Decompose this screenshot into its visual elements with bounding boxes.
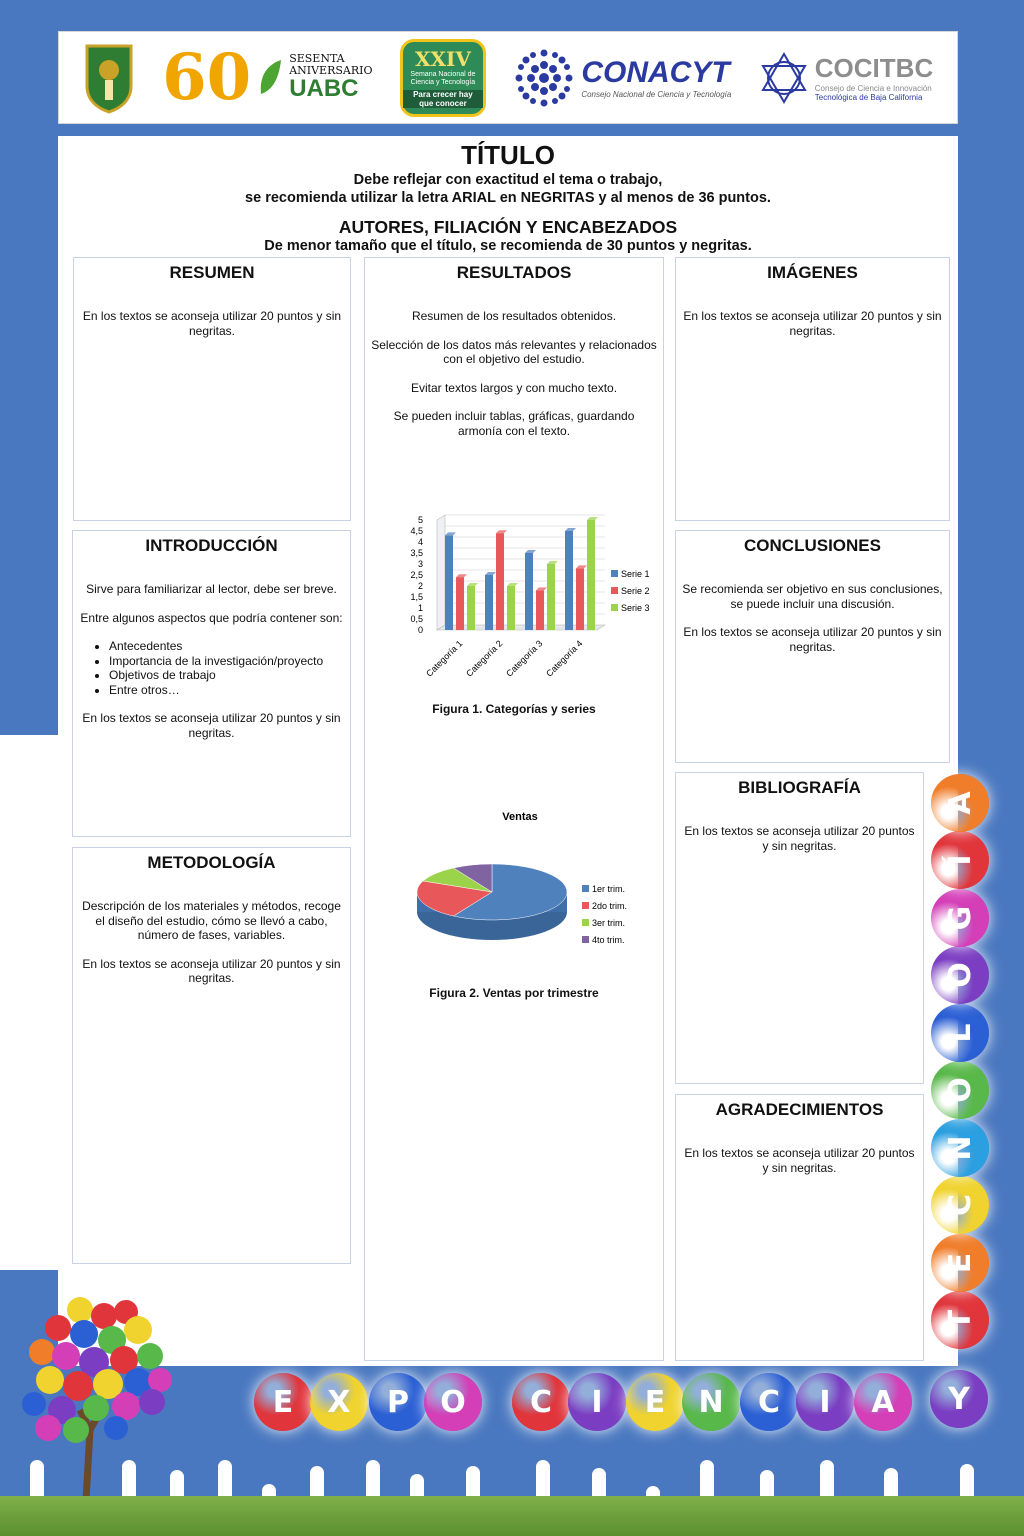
semana-nacional-logo [400, 39, 486, 117]
logo-text: CONACYT [581, 56, 730, 89]
list-item: • Importancia de la investigación/proyecto [109, 654, 344, 669]
balloon-tree-icon [20, 1290, 180, 1500]
bar [536, 590, 544, 630]
intro-list [109, 639, 344, 697]
bar [485, 575, 493, 630]
logo-text: Consejo Nacional de Ciencia y Tecnología [581, 90, 732, 99]
logo-text: COCITBC [814, 53, 934, 83]
leaf-icon [257, 58, 283, 98]
legend-label: Serie 2 [621, 586, 650, 596]
section-heading: RESULTADOS [456, 263, 572, 282]
y-tick-label: 0,5 [410, 614, 423, 624]
legend-swatch [582, 885, 589, 892]
x-tick-label: Categoría 3 [504, 638, 545, 679]
x-tick-label: Categoría 4 [544, 638, 585, 679]
balloon-letter: C [931, 1176, 989, 1234]
chart-side-wall [437, 515, 445, 630]
balloon-letter: I [568, 1373, 626, 1431]
balloon-letter: X [310, 1373, 368, 1431]
bar [445, 535, 453, 630]
logo-text: Consejo de Ciencia e Innovación [814, 84, 932, 93]
logo-bar [58, 31, 958, 124]
balloon-letter: E [626, 1373, 684, 1431]
bar-top [565, 528, 576, 531]
logo-text: XXIV [414, 47, 471, 71]
bar [587, 520, 595, 630]
section-text: Se recomienda ser objetivo en sus conclusiones, se puede incluir una discusión. [682, 582, 943, 611]
balloon-letter: I [796, 1373, 854, 1431]
bar-top [576, 565, 587, 568]
bar-top [525, 550, 536, 553]
y-tick-label: 1 [417, 603, 423, 613]
bar-top [496, 530, 507, 533]
x-tick-label: Categoría 1 [424, 638, 465, 679]
legend-label: Serie 3 [621, 603, 650, 613]
section-bibliografia [675, 772, 924, 1084]
balloon-letter: N [931, 1119, 989, 1177]
legend-label: 4to trim. [592, 935, 625, 945]
logo-text: Semana Nacional de Ciencia y Tecnología [410, 71, 476, 86]
section-text: Entre algunos aspectos que podría contener son: [80, 610, 343, 625]
bar-top [445, 532, 456, 535]
balloon-letter: Y [930, 1370, 988, 1428]
cocitbc-logo [759, 50, 933, 106]
title-block [58, 140, 958, 254]
section-text: Sirve para familiarizar al lector, debe ser breve. [86, 582, 337, 596]
balloon-letter: C [740, 1373, 798, 1431]
bar [456, 577, 464, 630]
legend-label: 2do trim. [592, 901, 628, 911]
page-title: TÍTULO [461, 140, 555, 170]
sixty-numeral: 60 [162, 39, 252, 115]
section-text: En los textos se aconseja utilizar 20 puntos y sin negritas. [82, 956, 341, 985]
balloon-letter: A [854, 1373, 912, 1431]
y-tick-label: 1,5 [410, 592, 423, 602]
balloon-letter: G [931, 889, 989, 947]
section-heading: AGRADECIMIENTOS [715, 1100, 884, 1119]
section-heading: IMÁGENES [767, 263, 858, 282]
figure-1-caption: Figura 1. Categorías y series [432, 702, 596, 716]
section-agradecimientos [675, 1094, 924, 1361]
bar-chart [395, 505, 660, 690]
section-metodologia [72, 847, 351, 1264]
section-text: En los textos se aconseja utilizar 20 puntos y sin negritas. [82, 711, 341, 740]
title-note-1: Debe reflejar con exactitud el tema o trabajo, [353, 172, 663, 188]
bar [576, 568, 584, 630]
balloon-letter: P [369, 1373, 427, 1431]
sesenta-aniversario-logo [162, 39, 373, 115]
balloon-letter: C [512, 1373, 570, 1431]
legend-swatch [582, 936, 589, 943]
balloon-letter: O [931, 1061, 989, 1119]
knot-icon [759, 50, 809, 106]
logo-text: SESENTA [289, 52, 345, 66]
section-heading: CONCLUSIONES [744, 536, 881, 555]
figure-2-caption: Figura 2. Ventas por trimestre [429, 986, 599, 1000]
section-text: Selección de los datos más relevantes y relacionados con el objetivo del estudio. [371, 337, 657, 366]
section-text: Se pueden incluir tablas, gráficas, guardando armonía con el texto. [393, 409, 635, 438]
y-tick-label: 4,5 [410, 526, 423, 536]
grass-strip [0, 1496, 1024, 1536]
bar [565, 531, 573, 630]
y-tick-label: 3,5 [410, 548, 423, 558]
section-resumen [73, 257, 351, 521]
balloon-tree [20, 1290, 180, 1500]
bar-top [507, 583, 518, 586]
bar-top [456, 574, 467, 577]
legend-swatch [611, 587, 618, 594]
legend-swatch [582, 919, 589, 926]
bar-top [485, 572, 496, 575]
section-text: Resumen de los resultados obtenidos. [411, 309, 617, 323]
logo-text: UABC [289, 75, 359, 103]
legend-label: 1er trim. [592, 884, 626, 894]
balloon-letter: N [682, 1373, 740, 1431]
section-heading: BIBLIOGRAFÍA [738, 778, 861, 797]
legend-swatch [611, 570, 618, 577]
balloon-letter: O [424, 1373, 482, 1431]
balloon-letter: Í [931, 831, 989, 889]
uabc-shield-icon [83, 42, 135, 114]
bar-top [467, 583, 478, 586]
authors-heading: AUTORES, FILIACIÓN Y ENCABEZADOS [338, 217, 678, 237]
logo-text: Para crecer hay que conocer [403, 90, 483, 108]
y-tick-label: 5 [417, 515, 423, 525]
logo-text: Tecnológica de Baja California [814, 93, 923, 102]
section-text: En los textos se aconseja utilizar 20 puntos y sin negritas. [82, 309, 342, 338]
section-text: En los textos se aconseja utilizar 20 puntos y sin negritas. [683, 309, 942, 338]
bar-top [536, 587, 547, 590]
y-tick-label: 4 [417, 537, 423, 547]
bar-top [587, 517, 598, 520]
legend-swatch [582, 902, 589, 909]
bar [467, 586, 475, 630]
balloon-letter: T [931, 1291, 989, 1349]
conacyt-logo [513, 47, 731, 109]
section-heading: RESUMEN [169, 263, 255, 282]
bar [547, 564, 555, 630]
list-item: • Objetivos de trabajo [109, 668, 344, 683]
section-text: En los textos se aconseja utilizar 20 puntos y sin negritas. [684, 824, 915, 853]
section-text: En los textos se aconseja utilizar 20 puntos y sin negritas. [683, 625, 942, 654]
authors-note: De menor tamaño que el título, se recomienda de 30 puntos y negritas. [264, 238, 752, 254]
legend-swatch [611, 604, 618, 611]
legend-label: 3er trim. [592, 918, 626, 928]
bar [496, 533, 504, 630]
section-heading: INTRODUCCIÓN [145, 536, 278, 555]
section-introduccion [72, 530, 351, 837]
y-tick-label: 2,5 [410, 570, 423, 580]
y-tick-label: 2 [417, 581, 423, 591]
pie-chart [400, 800, 660, 965]
balloon-letter: L [931, 1004, 989, 1062]
x-tick-label: Categoría 2 [464, 638, 505, 679]
logo-text: ANIVERSARIO [289, 63, 373, 77]
bar [507, 586, 515, 630]
y-tick-label: 0 [417, 625, 423, 635]
bar [525, 553, 533, 630]
section-heading: METODOLOGÍA [147, 853, 276, 872]
section-text: Evitar textos largos y con mucho texto. [410, 380, 618, 395]
balloon-letter: E [254, 1373, 312, 1431]
balloon-letter: E [931, 1234, 989, 1292]
section-text: En los textos se aconseja utilizar 20 puntos y sin negritas. [684, 1146, 915, 1175]
section-conclusiones [675, 530, 950, 763]
balloon-letter: O [931, 946, 989, 1004]
section-imagenes [675, 257, 950, 521]
title-note-2: se recomienda utilizar la letra ARIAL en NEGRITAS y al menos de 36 puntos. [245, 190, 771, 206]
section-text: Descripción de los materiales y métodos, recoge el diseño del estudio, cómo se llevó a cabo, número de fases, variables. [82, 899, 341, 942]
chart-title: Ventas [502, 811, 538, 823]
balloon-letter: A [931, 774, 989, 832]
legend-label: Serie 1 [621, 569, 650, 579]
list-item: • Entre otros… [109, 683, 344, 698]
bar-top [547, 561, 558, 564]
list-item: • Antecedentes [109, 639, 344, 654]
dots-flower-icon [513, 47, 575, 109]
y-tick-label: 3 [417, 559, 423, 569]
